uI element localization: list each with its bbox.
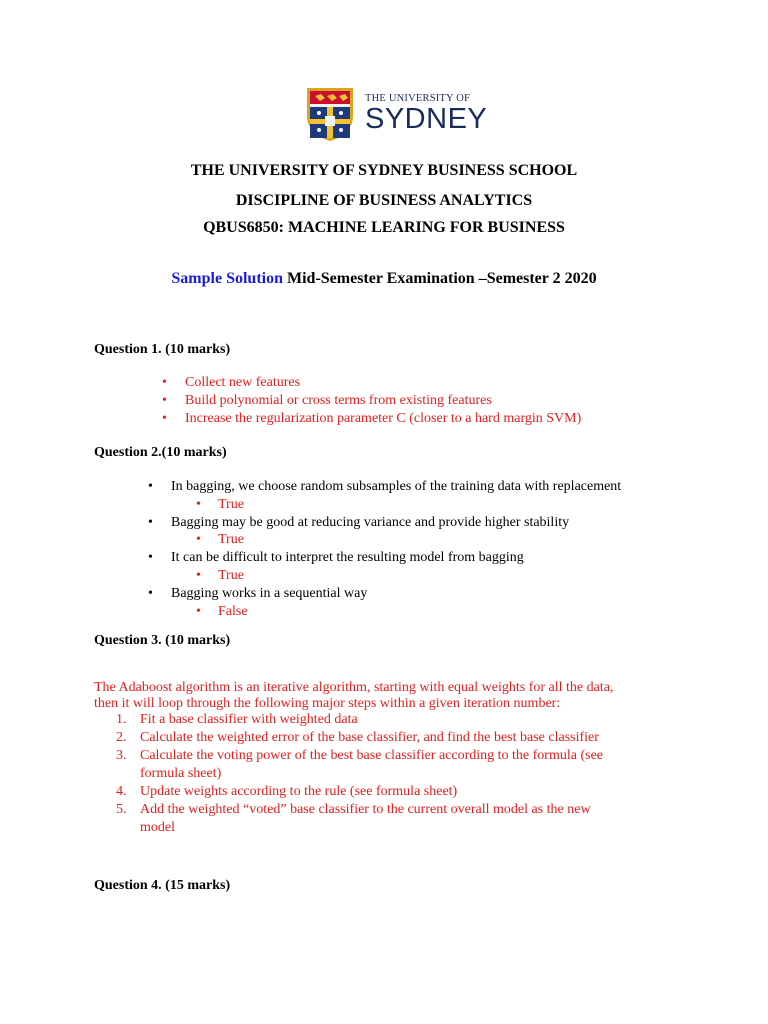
discipline-heading: DISCIPLINE OF BUSINESS ANALYTICS: [235, 192, 533, 209]
bullet-icon: •: [162, 375, 167, 390]
step-number: 2.: [116, 730, 127, 745]
q2-answer: True: [218, 497, 244, 512]
step-number: 4.: [116, 784, 127, 799]
bullet-icon: •: [162, 393, 167, 408]
q1-item: Collect new features: [185, 375, 301, 390]
bullet-icon: •: [148, 479, 153, 494]
q2-answer: True: [218, 532, 244, 547]
q2-statement: Bagging works in a sequential way: [171, 586, 368, 601]
sample-solution-label: Sample Solution: [171, 270, 283, 287]
bullet-icon: •: [196, 604, 201, 619]
course-heading: QBUS6850: MACHINE LEARING FOR BUSINESS: [203, 219, 565, 236]
q3-step: Fit a base classifier with weighted data: [140, 712, 358, 727]
bullet-icon: •: [148, 586, 153, 601]
q3-step: Add the weighted “voted” base classifier to the current overall model as the new: [140, 802, 591, 817]
q3-step-cont: formula sheet): [140, 766, 222, 781]
q3-step-cont: model: [140, 820, 175, 835]
step-number: 1.: [116, 712, 127, 727]
question-1-title: Question 1. (10 marks): [94, 342, 231, 357]
logo-text-small: THE UNIVERSITY OF: [365, 92, 471, 104]
q2-answer: True: [218, 568, 244, 583]
q3-intro: then it will loop through the following major steps within a given iteration number:: [94, 696, 561, 711]
q3-step: Update weights according to the rule (see formula sheet): [140, 784, 458, 799]
bullet-icon: •: [162, 411, 167, 426]
university-crest-icon: [305, 86, 355, 142]
step-number: 5.: [116, 802, 127, 817]
logo-text-large: SYDNEY: [365, 103, 488, 136]
school-heading: THE UNIVERSITY OF SYDNEY BUSINESS SCHOOL: [190, 162, 578, 179]
question-2-title: Question 2.(10 marks): [94, 445, 227, 460]
university-logo: [305, 86, 487, 142]
q2-statement: In bagging, we choose random subsamples of the training data with replacement: [171, 479, 622, 494]
question-3-title: Question 3. (10 marks): [94, 633, 231, 648]
bullet-icon: •: [148, 515, 153, 530]
q2-answer: False: [218, 604, 248, 619]
bullet-icon: •: [196, 568, 201, 583]
bullet-icon: •: [196, 497, 201, 512]
q3-step: Calculate the voting power of the best base classifier according to the formula (see: [140, 748, 603, 763]
step-number: 3.: [116, 748, 127, 763]
bullet-icon: •: [148, 550, 153, 565]
q2-statement: It can be difficult to interpret the resulting model from bagging: [171, 550, 524, 565]
question-4-title: Question 4. (15 marks): [94, 878, 231, 893]
q3-step: Calculate the weighted error of the base classifier, and find the best base classifier: [140, 730, 599, 745]
bullet-icon: •: [196, 532, 201, 547]
q3-intro: The Adaboost algorithm is an iterative algorithm, starting with equal weights for all the data,: [94, 680, 614, 695]
q2-statement: Bagging may be good at reducing variance and provide higher stability: [171, 515, 570, 530]
q1-item: Build polynomial or cross terms from existing features: [185, 393, 492, 408]
q1-item: Increase the regularization parameter C (closer to a hard margin SVM): [185, 411, 582, 426]
exam-title: Mid-Semester Examination –Semester 2 2020: [283, 270, 597, 287]
exam-subtitle: [0, 270, 768, 288]
